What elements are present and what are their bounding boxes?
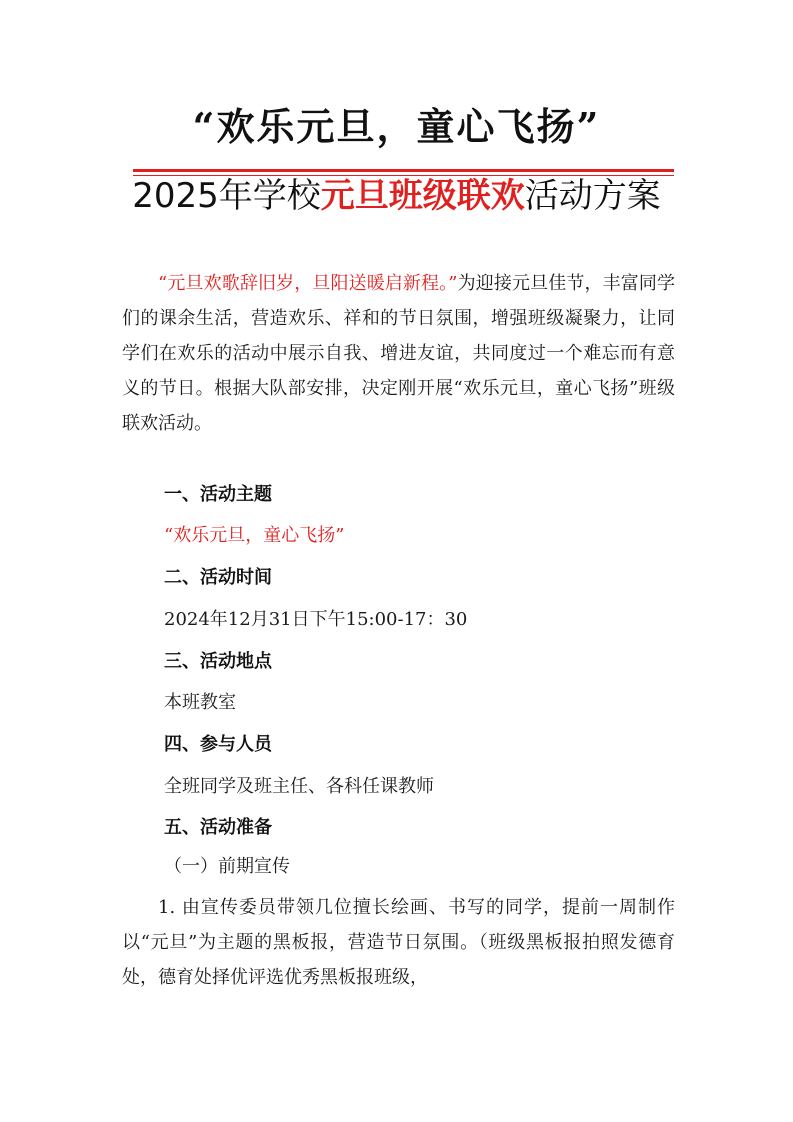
time-value: 2024年12月31日下午15:00-17：30 [164, 609, 468, 630]
section-heading-people: 四、参与人员 [164, 734, 272, 755]
section-heading-place: 三、活动地点 [164, 651, 272, 672]
intro-paragraph-block [122, 266, 675, 441]
intro-quote: “元旦欢歌辞旧岁，旦阳送暖启新程。” [158, 273, 458, 294]
subtitle-prefix: 2025年学校 [132, 176, 321, 216]
intro-paragraph [122, 266, 675, 441]
section-heading-theme: 一、活动主题 [164, 484, 272, 505]
section-heading-time: 二、活动时间 [164, 567, 272, 588]
subtitle-highlight: 元旦班级联欢 [320, 176, 525, 216]
prep-item-1: 1. 由宣传委员带领几位擅长绘画、书写的同学，提前一周制作以“元旦”为主题的黑板报，营造节日氛围。（班级黑板报拍照发德育处，德育处择优评选优秀黑板报班级， [122, 897, 675, 988]
people-value: 全班同学及班主任、各科任课教师 [164, 776, 434, 797]
subtitle-suffix: 活动方案 [524, 176, 661, 216]
document-subtitle [0, 168, 793, 217]
prep-subheading: （一）前期宣传 [164, 856, 290, 877]
intro-text: 为迎接元旦佳节，丰富同学们的课余生活，营造欢乐、祥和的节日氛围，增强班级凝聚力，让同学们在欢乐的活动中展示自我、增进友谊，共同度过一个难忘而有意义的节日。根据大队部安排，决定刚开展“欢乐元旦，童心飞扬”班级联欢活动。 [122, 273, 676, 434]
place-value: 本班教室 [164, 692, 236, 713]
section-heading-prep: 五、活动准备 [164, 817, 272, 838]
theme-value: “欢乐元旦，童心飞扬” [164, 525, 345, 546]
document-title: “欢乐元旦，童心飞扬” [192, 104, 601, 149]
prep-item-block [122, 890, 675, 995]
